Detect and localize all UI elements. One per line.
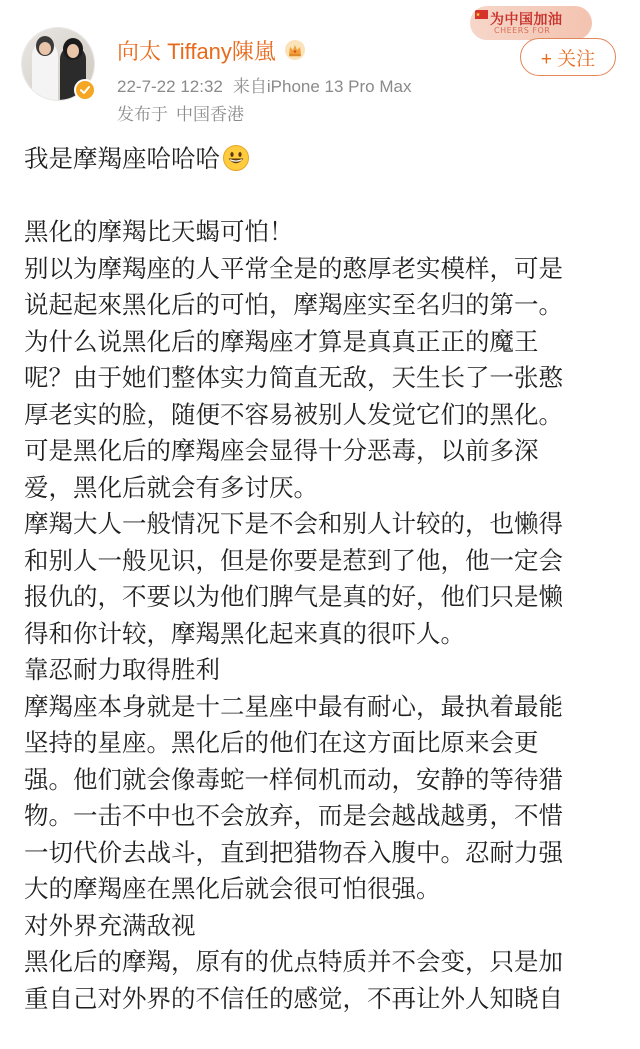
verified-badge-icon bbox=[74, 79, 96, 101]
post-text-line: 黑化的摩羯比天蝎可怕！ bbox=[24, 217, 294, 246]
post-text-line: 物。一击不中也不会放弃，而是会越战越勇，不惜 bbox=[24, 801, 563, 830]
post-text-line: 厚老实的脸，随便不容易被别人发觉它们的黑化。 bbox=[24, 399, 563, 429]
post-text-line: 摩羯座本身就是十二星座中最有耐心，最执着最能 bbox=[24, 691, 563, 721]
post-text-line: 大的摩羯座在黑化后就会很可怕很强。 bbox=[24, 874, 441, 903]
post-text-line: 报仇的，不要以为他们脾气是真的好，他们只是懒 bbox=[24, 582, 563, 611]
crown-icon bbox=[284, 39, 306, 61]
cheer-banner-text: 为中国加油 bbox=[490, 12, 563, 28]
post-text-line: 说起起來黑化后的可怕，摩羯座实至名归的第一。 bbox=[24, 290, 563, 319]
post-meta-location bbox=[117, 100, 244, 125]
post-text-line: 摩羯大人一般情况下是不会和别人计较的，也懒得 bbox=[24, 509, 563, 538]
post-text-line: 和别人一般见识，但是你要是惹到了他，他一定会 bbox=[24, 545, 563, 575]
post-text-line: 对外界充满敌视 bbox=[24, 910, 196, 940]
post-header bbox=[0, 0, 640, 135]
post-meta-time bbox=[117, 72, 411, 97]
post-opening-line bbox=[24, 141, 624, 178]
post-text-line: 呢？由于她们整体实力简直无敌，天生长了一张憨 bbox=[24, 363, 563, 392]
post-text-line: 别以为摩羯座的人平常全是的憨厚老实模样，可是 bbox=[24, 253, 563, 283]
post-text-line: 得和你计较，摩羯黑化起来真的很吓人。 bbox=[24, 618, 465, 648]
username-row bbox=[117, 34, 306, 66]
post-opening-text: 我是摩羯座哈哈哈 bbox=[24, 144, 220, 173]
username[interactable]: 向太 Tiffany陳嵐 bbox=[117, 38, 276, 64]
post-text-line: 爱，黑化后就会有多讨厌。 bbox=[24, 472, 318, 502]
post-text-line: 为什么说黑化后的摩羯座才算是真真正正的魔王 bbox=[24, 326, 539, 356]
post-text-lines bbox=[24, 214, 624, 1017]
flag-icon bbox=[474, 8, 490, 24]
post-text-line: 可是黑化后的摩羯座会显得十分恶毒，以前多深 bbox=[24, 436, 539, 465]
post-location: 中国香港 bbox=[176, 105, 244, 124]
cheer-banner-subtext: CHEERS FOR bbox=[494, 26, 551, 35]
post-timestamp: 22-7-22 12:32 bbox=[117, 77, 223, 96]
post-text-line: 黑化后的摩羯，原有的优点特质并不会变，只是加 bbox=[24, 947, 563, 976]
post-text-line: 一切代价去战斗，直到把猎物吞入腹中。忍耐力强 bbox=[24, 837, 563, 867]
verified-check-icon bbox=[79, 84, 91, 96]
avatar-face-right bbox=[67, 44, 79, 58]
post-source: 来自iPhone 13 Pro Max bbox=[232, 77, 412, 96]
blank-line bbox=[24, 178, 624, 215]
location-prefix: 发布于 bbox=[117, 105, 168, 124]
avatar-face-left bbox=[39, 42, 51, 55]
post-text-line: 靠忍耐力取得胜利 bbox=[24, 655, 220, 684]
post-body bbox=[24, 136, 624, 1017]
grinning-face-emoji bbox=[222, 144, 250, 172]
post-text-line: 强。他们就会像毒蛇一样伺机而动，安静的等待猎 bbox=[24, 764, 563, 794]
post-text-line: 坚持的星座。黑化后的他们在这方面比原来会更 bbox=[24, 728, 539, 757]
cheer-banner[interactable] bbox=[470, 6, 592, 40]
follow-button[interactable]: + 关注 bbox=[520, 38, 616, 76]
post-text-line: 重自己对外界的不信任的感觉，不再让外人知晓自 bbox=[24, 983, 563, 1013]
